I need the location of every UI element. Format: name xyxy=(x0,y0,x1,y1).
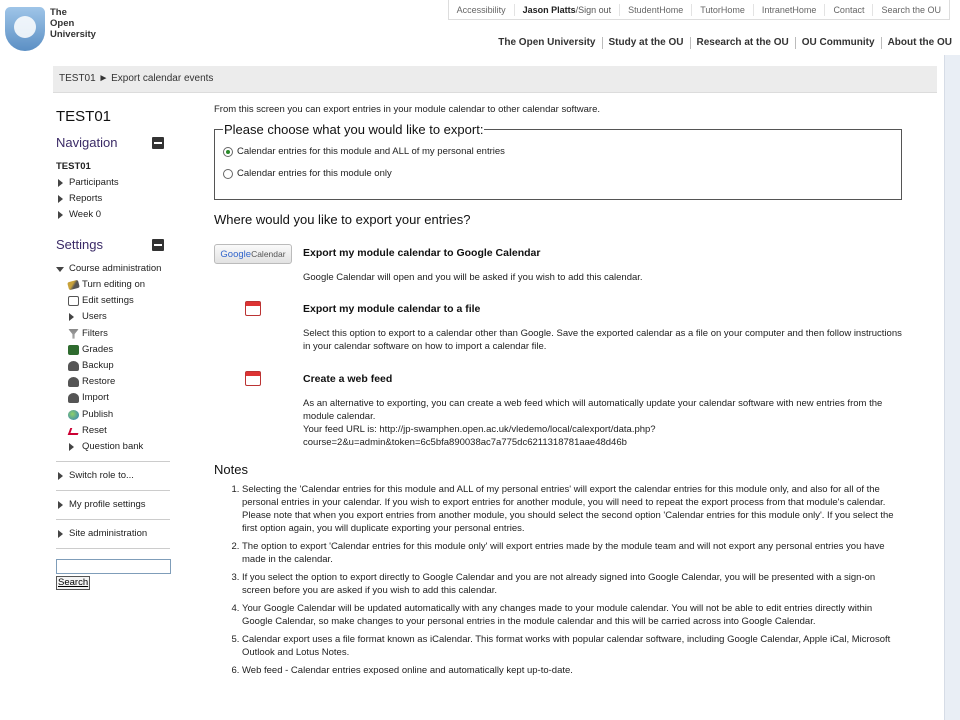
expand-arrow-icon xyxy=(58,501,63,509)
user-name[interactable]: Jason Platts xyxy=(522,4,576,15)
calendar-icon[interactable] xyxy=(245,371,261,386)
admin-filters[interactable]: Filters xyxy=(56,326,170,342)
note-item: 6. Web feed - Calendar entries exposed online and automatically kept up-to-date. xyxy=(242,664,894,677)
search-button[interactable]: Search xyxy=(58,577,89,589)
nav-research-at-the-ou[interactable]: Research at the OU xyxy=(691,37,796,49)
admin-reset[interactable]: Reset xyxy=(56,423,170,439)
settings-title: Settings xyxy=(56,237,103,252)
notes-list xyxy=(214,483,894,677)
option-module-only[interactable]: Calendar entries for this module only xyxy=(223,163,893,185)
grades-icon xyxy=(68,345,79,355)
intro-text: From this screen you can export entries in your module calendar to other calendar software. xyxy=(214,104,600,115)
notes-heading: Notes xyxy=(214,462,248,477)
nav-ou-community[interactable]: OU Community xyxy=(796,37,882,49)
google-calendar-button[interactable]: GoogleCalendar xyxy=(214,244,292,264)
divider xyxy=(56,548,170,549)
note-item: 3. If you select the option to export directly to Google Calendar and you are not already signed into Google Calendar, you will be presented with a sign-on screen before you are asked if you wish to add this calendar. xyxy=(242,571,894,597)
site-administration[interactable]: Site administration xyxy=(56,526,170,542)
divider xyxy=(56,461,170,462)
settings-search xyxy=(56,559,170,590)
accessibility-link[interactable]: Accessibility xyxy=(449,4,515,16)
nav-item-week-0[interactable]: Week 0 xyxy=(56,207,170,223)
user-signout xyxy=(515,4,621,16)
collapse-arrow-icon xyxy=(56,267,64,272)
export-choice-fieldset xyxy=(214,122,902,200)
admin-turn-editing-on[interactable]: Turn editing on xyxy=(56,277,170,293)
admin-import[interactable]: Import xyxy=(56,390,170,406)
main-navigation xyxy=(492,37,952,49)
export-file-desc: Select this option to export to a calendar other than Google. Save the exported calendar as a file on your computer and then follow instructions in your calendar software on how to import a calendar file. xyxy=(303,328,902,352)
main-content xyxy=(214,100,904,682)
admin-edit-settings[interactable]: Edit settings xyxy=(56,293,170,309)
nav-item-reports[interactable]: Reports xyxy=(56,191,170,207)
ou-logo[interactable] xyxy=(5,4,96,54)
collapse-navigation-icon[interactable] xyxy=(152,137,164,149)
feed-url: course=2&u=admin&token=6c5bfa890038ac7a775dc6211318781aae48d46b xyxy=(303,437,627,448)
calendar-icon[interactable] xyxy=(245,301,261,316)
intranethome-link[interactable]: IntranetHome xyxy=(754,4,826,16)
google-calendar-title[interactable]: Export my module calendar to Google Calendar xyxy=(303,247,541,259)
note-item: 5. Calendar export uses a file format known as iCalendar. This format works with popular calendar software, including Google Calendar, Apple iCal, Microsoft Outlook and Lotus Notes. xyxy=(242,633,894,659)
logo-text: The Open University xyxy=(50,7,96,40)
note-item: 1. Selecting the 'Calendar entries for this module and ALL of my personal entries' will export the calendar entries for this module only, and also for all of the personal entries in your calendar. If you wish to export entries for another module, you will need to repeat the export process from that module's calendar. Please note that when you export entries from another module, you should select the second option 'Calendar entries for this module only'. If you select the first option again, you will duplicate exporting your personal entries. xyxy=(242,483,894,535)
nav-item-participants[interactable]: Participants xyxy=(56,175,170,191)
course-administration[interactable]: Course administration xyxy=(56,261,170,277)
web-feed-title[interactable]: Create a web feed xyxy=(303,373,393,385)
divider xyxy=(56,519,170,520)
ou-shield-icon xyxy=(5,7,45,51)
document-icon xyxy=(68,296,79,306)
expand-arrow-icon xyxy=(58,211,63,219)
radio-module-and-personal[interactable] xyxy=(223,147,233,157)
google-calendar-desc: Google Calendar will open and you will be asked if you wish to add this calendar. xyxy=(303,272,643,283)
admin-restore[interactable]: Restore xyxy=(56,374,170,390)
collapse-settings-icon[interactable] xyxy=(152,239,164,251)
admin-users[interactable]: Users xyxy=(56,309,170,325)
globe-icon xyxy=(68,410,79,420)
note-item: 4. Your Google Calendar will be updated automatically with any changes made to your module calendar. You will not be able to edit entries directly within Google Calendar, so make changes to your personal entries in the module calendar and this will be carried across into Google Calendar. xyxy=(242,602,894,628)
nav-about-the-ou[interactable]: About the OU xyxy=(887,37,952,48)
switch-role[interactable]: Switch role to... xyxy=(56,468,170,484)
export-file-title[interactable]: Export my module calendar to a file xyxy=(303,303,481,315)
navigation-title: Navigation xyxy=(56,135,118,150)
admin-publish[interactable]: Publish xyxy=(56,407,170,423)
feed-url-label: Your feed URL is: http://jp-swamphen.open.ac.uk/vledemo/local/calexport/data.php? xyxy=(303,424,656,435)
option-module-and-personal[interactable]: Calendar entries for this module and ALL of my personal entries xyxy=(223,141,893,163)
nav-study-at-the-ou[interactable]: Study at the OU xyxy=(603,37,691,49)
expand-arrow-icon xyxy=(58,179,63,187)
option-web-feed xyxy=(214,373,904,449)
expand-arrow-icon xyxy=(58,530,63,538)
option-export-file xyxy=(214,303,904,353)
expand-arrow-icon xyxy=(69,443,74,451)
divider xyxy=(56,490,170,491)
restore-icon xyxy=(68,377,79,387)
import-icon xyxy=(68,393,79,403)
filter-icon xyxy=(68,329,79,339)
breadcrumb[interactable]: TEST01 ► Export calendar events xyxy=(53,66,937,93)
nav-root-course[interactable]: TEST01 xyxy=(56,161,91,172)
radio-module-only[interactable] xyxy=(223,169,233,179)
notes-section xyxy=(214,462,904,677)
backup-icon xyxy=(68,361,79,371)
contact-link[interactable]: Contact xyxy=(825,4,873,16)
admin-question-bank[interactable]: Question bank xyxy=(56,439,170,455)
left-sidebar xyxy=(56,108,170,590)
settings-search-input[interactable] xyxy=(56,559,171,574)
studenthome-link[interactable]: StudentHome xyxy=(620,4,692,16)
admin-backup[interactable]: Backup xyxy=(56,358,170,374)
navigation-block-header xyxy=(56,135,170,153)
export-choice-legend: Please choose what you would like to export: xyxy=(224,122,484,137)
tutorhome-link[interactable]: TutorHome xyxy=(692,4,754,16)
option-google-calendar xyxy=(214,244,904,284)
vertical-scrollbar[interactable] xyxy=(944,55,960,720)
my-profile-settings[interactable]: My profile settings xyxy=(56,497,170,513)
where-heading: Where would you like to export your entries? xyxy=(214,212,471,227)
pencil-icon xyxy=(67,280,80,291)
expand-arrow-icon xyxy=(69,313,74,321)
admin-grades[interactable]: Grades xyxy=(56,342,170,358)
expand-arrow-icon xyxy=(58,195,63,203)
top-links-bar xyxy=(448,0,950,20)
note-item: 2. The option to export 'Calendar entries for this module only' will export entries made by the module team and will not export any personal entries you have made in the calendar. xyxy=(242,540,894,566)
course-title: TEST01 xyxy=(56,108,112,125)
web-feed-desc: As an alternative to exporting, you can create a web feed which will automatically update your calendar software with new entries from the module calendar. Your feed URL is: http://jp-swamphen.open.ac.uk/vledemo/local/calexport/data.php? course=2&u=admin&token=6c5bfa890038ac7a775dc6211318781aae48d46b xyxy=(303,397,904,449)
reset-arrow-icon xyxy=(68,426,79,436)
expand-arrow-icon xyxy=(58,472,63,480)
settings-block-header xyxy=(56,237,170,255)
signout-link[interactable]: /Sign out xyxy=(575,4,612,15)
nav-the-open-university[interactable]: The Open University xyxy=(492,37,602,49)
search-ou-link[interactable]: Search the OU xyxy=(881,4,941,15)
